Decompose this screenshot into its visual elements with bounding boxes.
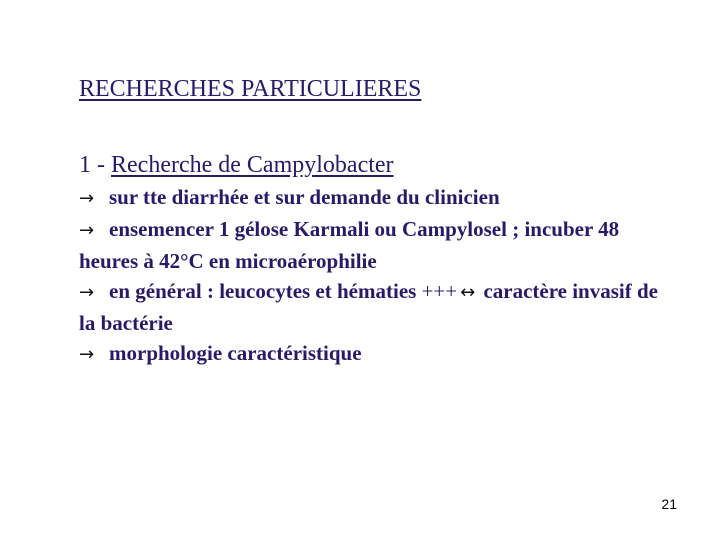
bullet-item [79,182,679,214]
double-arrow-icon: ↔ [460,282,476,303]
bullet-text: morphologie caractéristique [109,341,362,365]
bullet-text: sur tte diarrhée et sur demande du clinicien [109,185,500,209]
plus-signs: +++ [421,279,458,303]
page-number: 21 [661,496,677,512]
bullet-item [79,338,679,370]
section-heading [79,150,679,180]
right-arrow-icon: → [79,188,95,209]
bullet-item [79,276,679,338]
bullet-text: ensemencer 1 gélose Karmali ou Campylosel ; incuber 48 heures à 42°C en microaérophilie [79,217,620,273]
bullet-item [79,214,679,276]
slide-content [79,150,679,370]
section-label: Recherche de Campylobacter [111,152,394,178]
bullet-text: en général : leucocytes et hématies [109,279,422,303]
section-number: 1 - [79,152,111,178]
right-arrow-icon: → [79,282,95,303]
slide-title: RECHERCHES PARTICULIERES [79,76,422,102]
right-arrow-icon: → [79,344,95,365]
right-arrow-icon: → [79,220,95,241]
bullet-text-continued: caractère invasif de la bactérie [79,279,658,335]
